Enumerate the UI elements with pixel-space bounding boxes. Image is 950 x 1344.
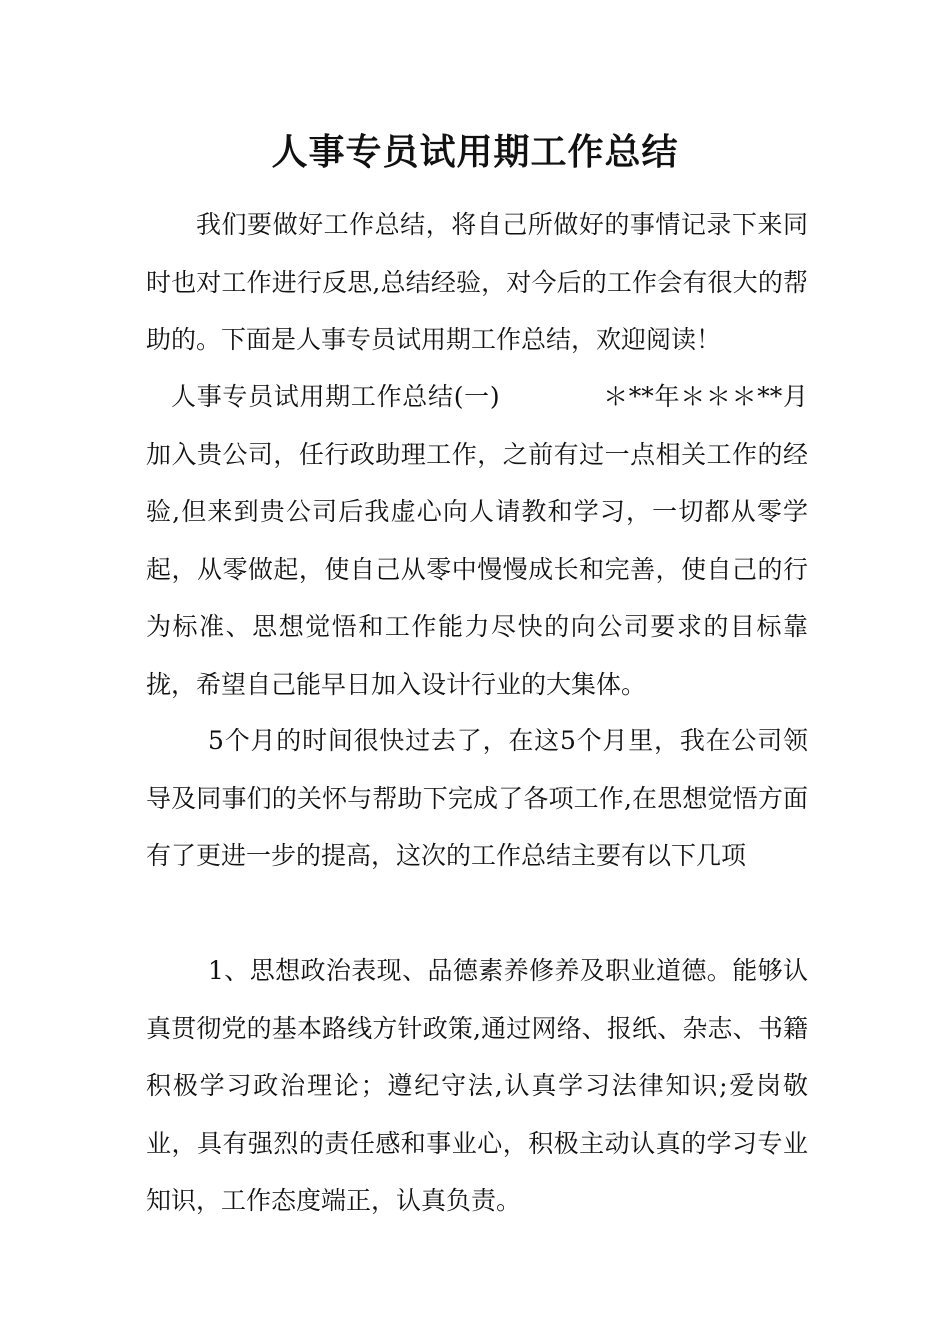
five-months-paragraph: 5个月的时间很快过去了，在这5个月里，我在公司领导及同事们的关怀与帮助下完成了各项工作,在思想觉悟方面有了更进一步的提高，这次的工作总结主要有以下几项 [146, 726, 808, 870]
point-one-paragraph: 1、思想政治表现、品德素养修养及职业道德。能够认真贯彻党的基本路线方针政策,通过网络、报纸、杂志、书籍积极学习政治理论；遵纪守法,认真学习法律知识;爱岗敬业，具有强烈的责任感和事业心，积极主动认真的学习专业知识，工作态度端正，认真负责。 [146, 956, 808, 1215]
intro-paragraph: 我们要做好工作总结，将自己所做好的事情记录下来同时也对工作进行反思,总结经验，对今后的工作会有很大的帮助的。下面是人事专员试用期工作总结，欢迎阅读！ [146, 210, 808, 354]
document-title: 人事专员试用期工作总结 [271, 131, 679, 173]
section-one-paragraph: 人事专员试用期工作总结(一) ＊**年＊＊＊**月加入贵公司，任行政助理工作，之前有过一点相关工作的经验,但来到贵公司后我虚心向人请教和学习，一切都从零学起，从零做起，使自己从零中慢慢成长和完善，使自己的行为标准、思想觉悟和工作能力尽快的向公司要求的目标靠拢，希望自己能早日加入设计行业的大集体。 [146, 382, 808, 699]
